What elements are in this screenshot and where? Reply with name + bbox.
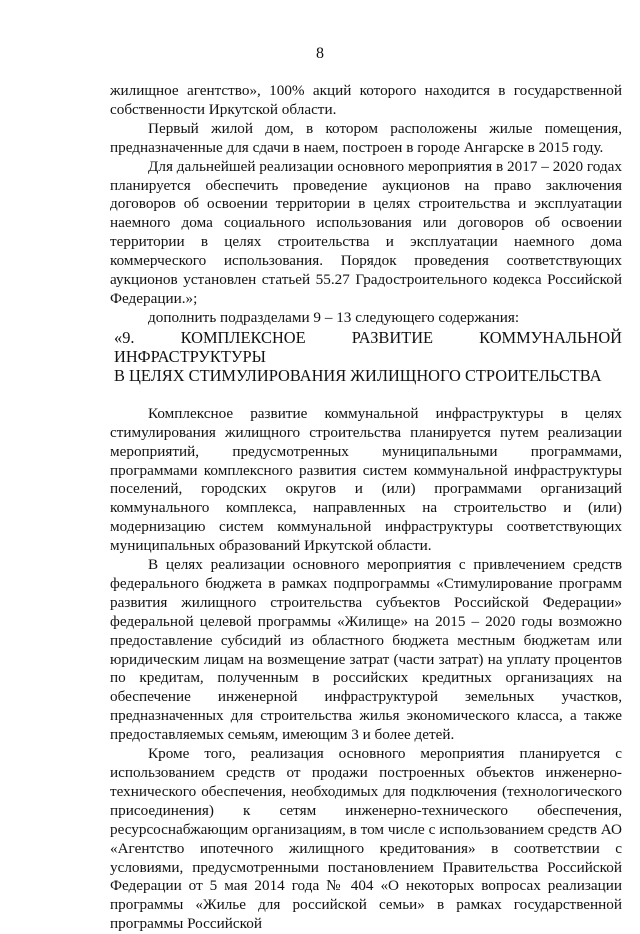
paragraph-agency: жилищное агентство», 100% акций которого находится в государственной собственности Иркутской области. xyxy=(110,82,622,118)
document-body xyxy=(110,82,622,934)
paragraph-first-house: Первый жилой дом, в котором расположены жилые помещения, предназначенные для сдачи в наем, построен в городе Ангарске в 2015 году. xyxy=(110,119,622,156)
paragraph-complex-development: Комплексное развитие коммунальной инфраструктуры в целях стимулирования жилищного строительства планируется путем реализации мероприятий, предусмотренных муниципальными программами, программами комплексного развития систем коммунальной инфраструктуры поселений, городских округов и (или) программами организаций коммунального комплекса, направленных на строительство и (или) модернизацию систем коммунальной инфраструктуры соответствующих муниципальных образований Иркутской области. xyxy=(110,404,622,555)
paragraph-besides: Кроме того, реализация основного мероприятия планируется с использованием средств от продажи построенных объектов инженерно-технического обеспечения, необходимых для подключения (технологического присоединения) к сетям инженерно-технического обеспечения, ресурсоснабжающим организациям, в том числе с использованием средств АО «Агентство ипотечного жилищного кредитования» в соответствии с условиями, предусмотренными постановлением Правительства Российской Федерации от 5 мая 2014 года № 404 «О некоторых вопросах реализации программы «Жилье для российской семьи» в рамках государственной программы Российской xyxy=(110,745,622,933)
heading-spacer xyxy=(110,385,622,405)
page-number: 8 xyxy=(316,45,324,62)
section-heading-line-1: «9. КОМПЛЕКСНОЕ РАЗВИТИЕ КОММУНАЛЬНОЙ ИНФРАСТРУКТУРЫ xyxy=(114,327,622,366)
paragraph-federal-budget: В целях реализации основного мероприятия с привлечением средств федерального бюджета в рамках подпрограммы «Стимулирование программ развития жилищного строительства субъектов Российской Федерации» федеральной целевой программы «Жилище» на 2015 – 2020 годы возможно предоставление субсидий из областного бюджета местным бюджетам или юридическим лицам на возмещение затрат (части затрат) на уплату процентов по кредитам, полученным в российских кредитных организациях на обеспечение инженерной инфраструктурой земельных участков, предназначенных для строительства жилья экономического класса, а также предоставляемых семьям, имеющим 3 и более детей. xyxy=(110,556,622,744)
paragraph-auctions: Для дальнейшей реализации основного мероприятия в 2017 – 2020 годах планируется обеспечить проведение аукционов на право заключения договоров об освоении территории в целях строительства и эксплуатации наемного дома социального использования или договоров об освоении территории в целях строительства и эксплуатации наемного дома коммерческого использования. Порядок проведения соответствующих аукционов установлен статьей 55.27 Градостроительного кодекса Российской Федерации.»; xyxy=(110,157,622,307)
section-heading xyxy=(110,328,622,385)
paragraph-supplement: дополнить подразделами 9 – 13 следующего содержания: xyxy=(148,308,520,326)
section-heading-line-2: В ЦЕЛЯХ СТИМУЛИРОВАНИЯ ЖИЛИЩНОГО СТРОИТЕЛЬСТВА xyxy=(114,365,602,385)
